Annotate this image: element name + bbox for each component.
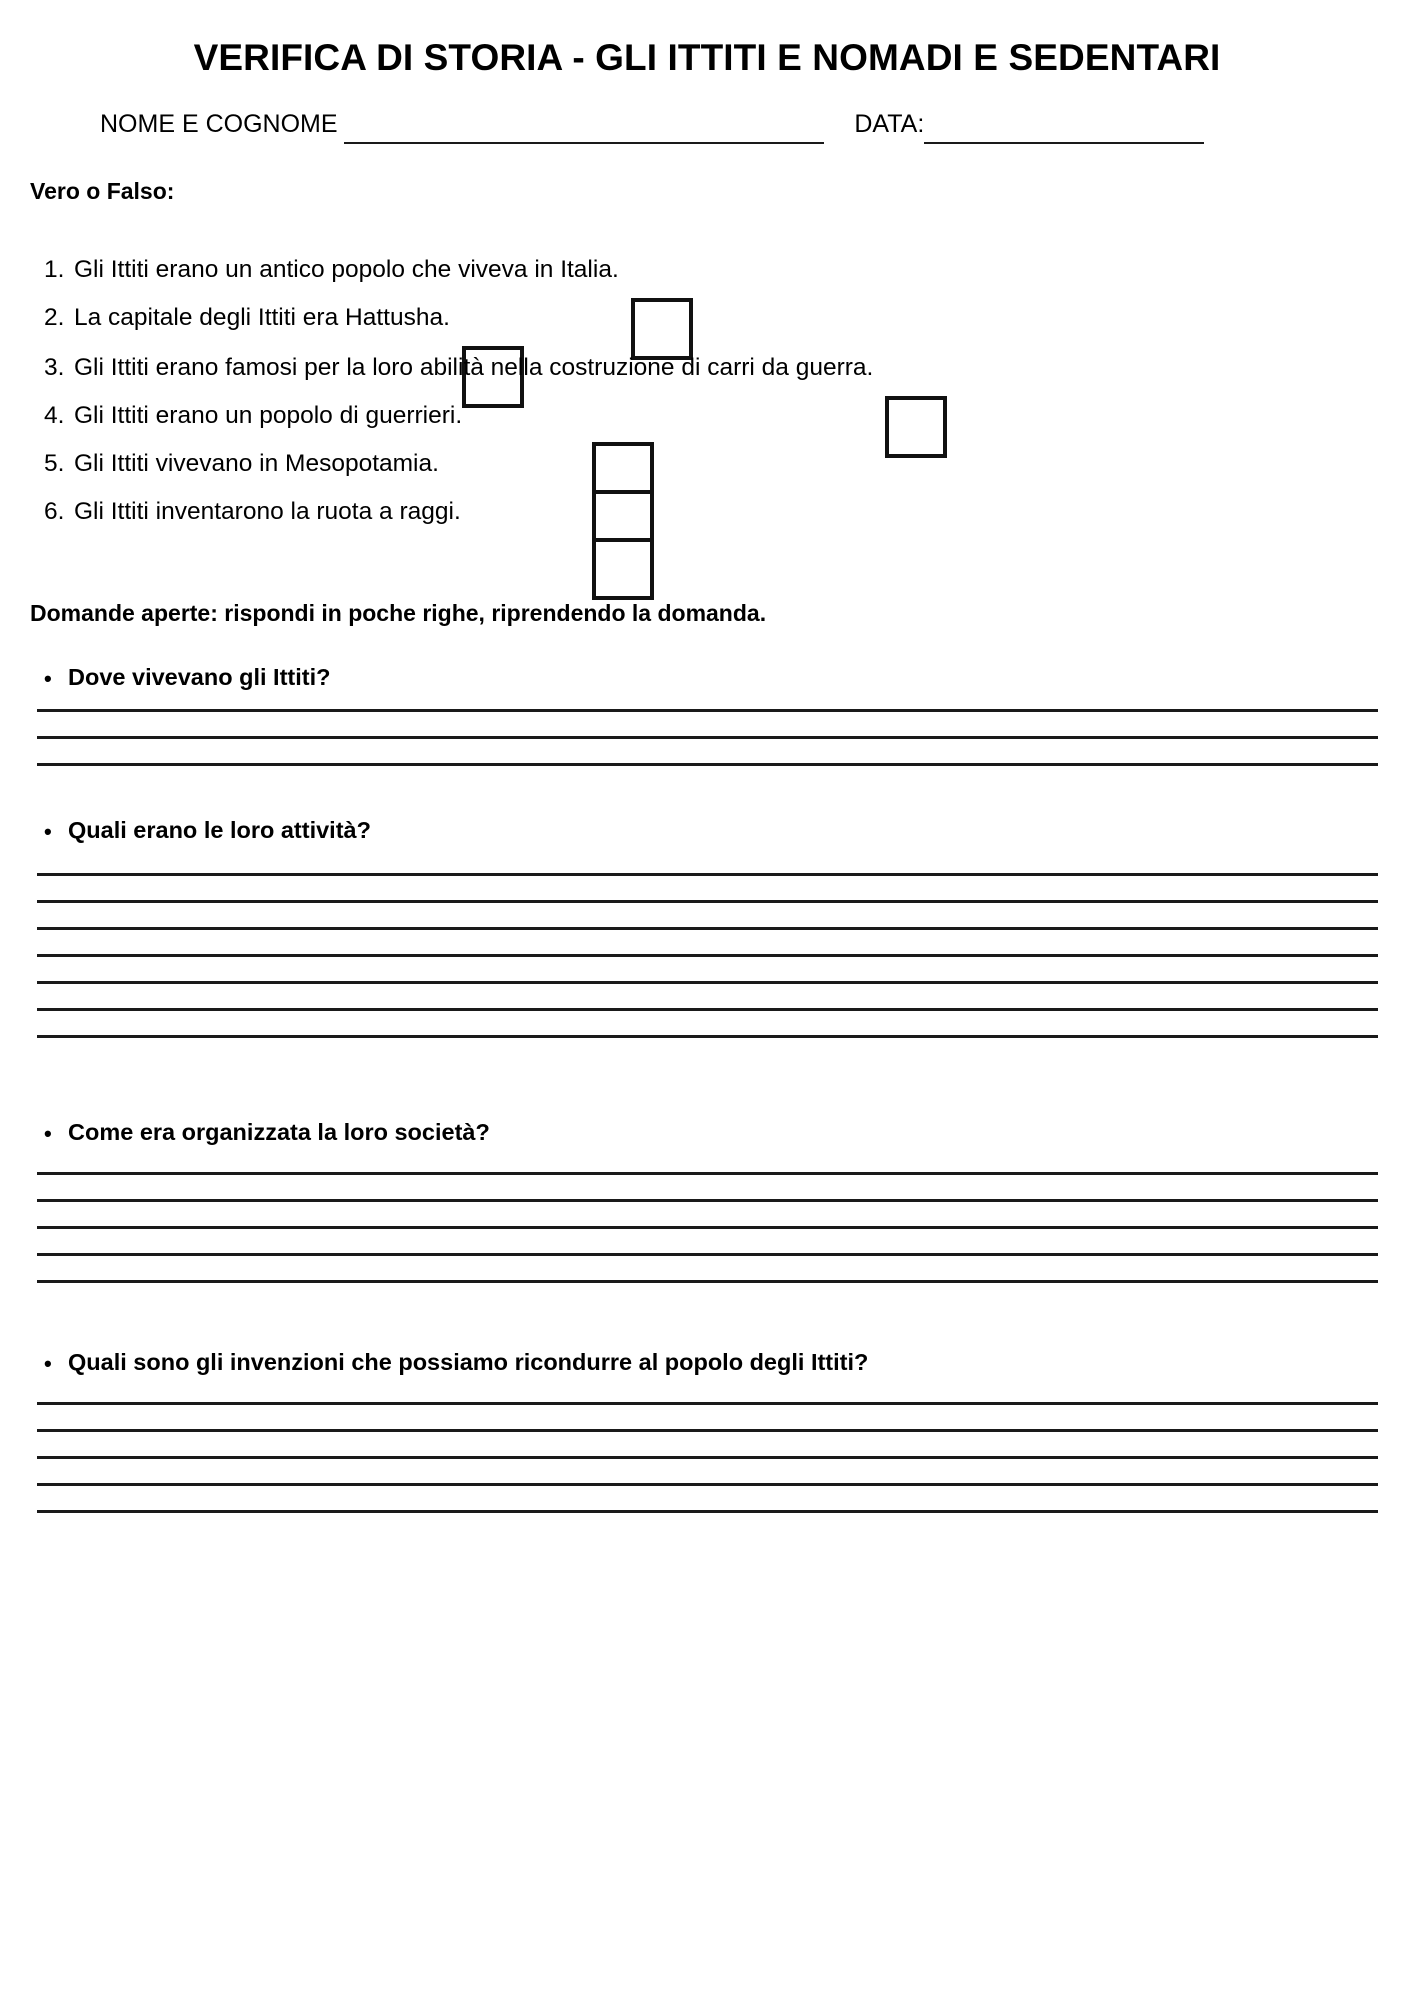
answer-line[interactable] <box>37 1035 1378 1038</box>
tf-checkbox-6[interactable] <box>592 538 654 600</box>
open-questions-section-heading: Domande aperte: rispondi in poche righe, riprendendo la domanda. <box>30 600 767 626</box>
tf-item-label: La capitale degli Ittiti era Hattusha. <box>74 304 450 331</box>
tf-item-label: Gli Ittiti inventarono la ruota a raggi. <box>74 498 461 525</box>
answer-line[interactable] <box>37 900 1378 903</box>
tf-item-number: 4. <box>44 402 65 429</box>
list-item <box>44 344 873 391</box>
bullet-icon: • <box>44 1350 52 1376</box>
list-item <box>44 488 461 535</box>
answer-line[interactable] <box>37 1402 1378 1405</box>
open-question-4 <box>44 1349 868 1377</box>
answer-line[interactable] <box>37 1483 1378 1486</box>
open-question-3-label: Come era organizzata la loro società? <box>68 1119 490 1145</box>
answer-line[interactable] <box>37 1456 1378 1459</box>
tf-item-label: Gli Ittiti erano famosi per la loro abilità nella costruzione di carri da guerra. <box>74 354 874 381</box>
answer-line[interactable] <box>37 1280 1378 1283</box>
list-item <box>44 392 462 439</box>
bullet-icon: • <box>44 665 52 691</box>
tf-checkbox-3[interactable] <box>885 396 947 458</box>
answer-lines-question-2 <box>37 873 1378 1038</box>
answer-lines-question-3 <box>37 1172 1378 1283</box>
answer-line[interactable] <box>37 954 1378 957</box>
name-blank-field[interactable] <box>344 113 824 144</box>
answer-line[interactable] <box>37 1172 1378 1175</box>
true-false-section-heading: Vero o Falso: <box>30 178 175 204</box>
name-label: NOME E COGNOME <box>100 110 338 138</box>
tf-item-label: Gli Ittiti erano un antico popolo che viveva in Italia. <box>74 256 619 283</box>
date-blank-field[interactable] <box>924 113 1204 144</box>
answer-line[interactable] <box>37 873 1378 876</box>
list-item <box>44 294 450 341</box>
answer-line[interactable] <box>37 1429 1378 1432</box>
answer-line[interactable] <box>37 1226 1378 1229</box>
bullet-icon: • <box>44 1120 52 1146</box>
student-identity-row <box>100 110 1204 144</box>
tf-item-label: Gli Ittiti vivevano in Mesopotamia. <box>74 450 439 477</box>
answer-line[interactable] <box>37 763 1378 766</box>
answer-lines-question-4 <box>37 1402 1378 1513</box>
answer-lines-question-1 <box>37 709 1378 766</box>
list-item <box>44 246 619 293</box>
bullet-icon: • <box>44 818 52 844</box>
tf-item-number: 1. <box>44 256 65 283</box>
open-question-2 <box>44 817 371 845</box>
date-label: DATA: <box>854 110 925 138</box>
open-question-1 <box>44 664 330 692</box>
tf-item-label: Gli Ittiti erano un popolo di guerrieri. <box>74 402 463 429</box>
answer-line[interactable] <box>37 981 1378 984</box>
open-question-2-label: Quali erano le loro attività? <box>68 817 371 843</box>
tf-item-number: 2. <box>44 304 65 331</box>
open-question-3 <box>44 1119 490 1147</box>
answer-line[interactable] <box>37 1510 1378 1513</box>
page-title: VERIFICA DI STORIA - GLI ITTITI E NOMADI E SEDENTARI <box>193 37 1221 78</box>
answer-line[interactable] <box>37 1253 1378 1256</box>
open-question-1-label: Dove vivevano gli Ittiti? <box>68 664 331 690</box>
tf-item-number: 3. <box>44 354 65 381</box>
answer-line[interactable] <box>37 1008 1378 1011</box>
open-question-4-label: Quali sono gli invenzioni che possiamo ricondurre al popolo degli Ittiti? <box>68 1349 869 1375</box>
tf-item-number: 6. <box>44 498 65 525</box>
answer-line[interactable] <box>37 927 1378 930</box>
answer-line[interactable] <box>37 736 1378 739</box>
tf-item-number: 5. <box>44 450 65 477</box>
answer-line[interactable] <box>37 709 1378 712</box>
answer-line[interactable] <box>37 1199 1378 1202</box>
list-item <box>44 440 439 487</box>
